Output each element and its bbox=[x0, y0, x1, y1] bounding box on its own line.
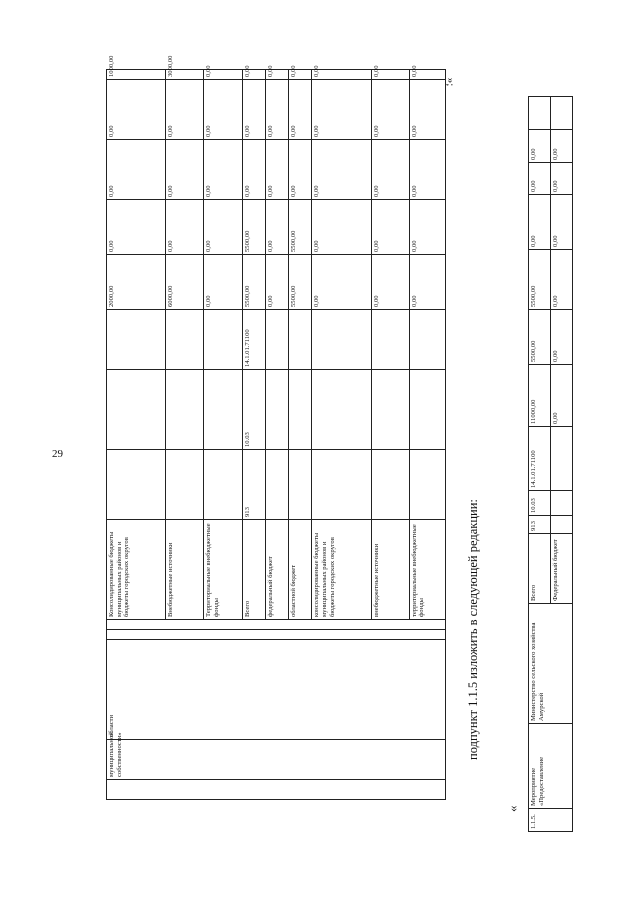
funding-table-continued bbox=[106, 55, 446, 800]
year-cell: 0,00 bbox=[312, 200, 371, 255]
source-cell: Федеральный бюджет bbox=[551, 534, 573, 604]
rzpr-cell bbox=[265, 370, 288, 450]
total-cell: 5500,00 bbox=[289, 255, 312, 310]
grbs-cell bbox=[107, 450, 166, 520]
year-cell: 0,00 bbox=[551, 163, 573, 195]
year-cell: 0,00 bbox=[551, 250, 573, 310]
source-cell: Внебюджетные источники bbox=[166, 520, 204, 620]
year-cell: 0,00 bbox=[289, 80, 312, 140]
rzpr-cell: 10.03 bbox=[242, 370, 265, 450]
rzpr-cell bbox=[371, 370, 409, 450]
year-cell: 0,00 bbox=[107, 80, 166, 140]
csr-cell: 14.1.01.71100 bbox=[242, 310, 265, 370]
responsible-cell: муниципальной собственности» bbox=[107, 740, 446, 780]
csr-cell bbox=[204, 310, 242, 370]
source-cell: внебюджетные источники bbox=[371, 520, 409, 620]
source-cell: Консолидированные бюджеты муниципальных районов и бюджеты городских округов bbox=[107, 520, 166, 620]
subpoint-heading: подпункт 1.1.5 изложить в следующей редакции: bbox=[466, 499, 480, 760]
blank-cell bbox=[107, 630, 446, 640]
csr-cell bbox=[409, 310, 445, 370]
opening-quote-mark: « bbox=[505, 805, 520, 812]
grbs-cell bbox=[409, 450, 445, 520]
year-cell: 0,00 bbox=[242, 70, 265, 80]
grbs-cell bbox=[166, 450, 204, 520]
funding-table-2 bbox=[528, 96, 573, 832]
year-cell: 0,00 bbox=[371, 80, 409, 140]
csr-cell bbox=[265, 310, 288, 370]
total-cell: 0,00 bbox=[551, 365, 573, 427]
rzpr-cell bbox=[409, 370, 445, 450]
total-cell: 6000,00 bbox=[166, 255, 204, 310]
total-cell: 11000,00 bbox=[529, 365, 551, 427]
csr-cell bbox=[551, 427, 573, 491]
year-cell: 0,00 bbox=[371, 140, 409, 200]
grbs-cell bbox=[371, 450, 409, 520]
total-cell: 0,00 bbox=[371, 255, 409, 310]
grbs-cell bbox=[204, 450, 242, 520]
csr-cell bbox=[371, 310, 409, 370]
year-cell: 0,00 bbox=[529, 130, 551, 163]
year-cell: 0,00 bbox=[166, 80, 204, 140]
csr-cell bbox=[289, 310, 312, 370]
csr-cell: 14.1.01.71100 bbox=[529, 427, 551, 491]
year-cell: 0,00 bbox=[242, 80, 265, 140]
grbs-cell: 913 bbox=[242, 450, 265, 520]
year-cell: 0,00 bbox=[551, 130, 573, 163]
year-cell: 0,00 bbox=[265, 70, 288, 80]
source-cell: Всего bbox=[242, 520, 265, 620]
year-cell: 0,00 bbox=[529, 163, 551, 195]
funding-table-1 bbox=[106, 55, 446, 800]
year-cell: 0,00 bbox=[242, 140, 265, 200]
table-row bbox=[529, 97, 551, 832]
source-cell: консолидированные бюджеты муниципальных районов и бюджеты городских округов bbox=[312, 520, 371, 620]
total-cell: 0,00 bbox=[204, 255, 242, 310]
grbs-cell: 913 bbox=[529, 516, 551, 534]
year-cell: 0,00 bbox=[409, 140, 445, 200]
year-cell: 0,00 bbox=[409, 200, 445, 255]
year-cell: 0,00 bbox=[551, 310, 573, 365]
source-cell: Территориальные внебюджетные фонды bbox=[204, 520, 242, 620]
year-cell: 5500,00 bbox=[242, 200, 265, 255]
year-cell: 0,00 bbox=[371, 200, 409, 255]
year-cell: 0,00 bbox=[204, 70, 242, 80]
year-cell: 0,00 bbox=[166, 140, 204, 200]
source-cell: областной бюджет bbox=[289, 520, 312, 620]
grbs-cell bbox=[289, 450, 312, 520]
year-cell: 0,00 bbox=[107, 140, 166, 200]
rzpr-cell bbox=[312, 370, 371, 450]
year-cell: 0,00 bbox=[107, 200, 166, 255]
total-cell: 0,00 bbox=[265, 255, 288, 310]
total-cell: 0,00 bbox=[409, 255, 445, 310]
year-cell: 0,00 bbox=[265, 80, 288, 140]
year-cell: 0,00 bbox=[529, 195, 551, 250]
year-cell: 3000,00 bbox=[166, 70, 204, 80]
year-cell: 5500,00 bbox=[529, 250, 551, 310]
table-row bbox=[107, 70, 166, 800]
grbs-cell bbox=[312, 450, 371, 520]
source-cell: Всего bbox=[529, 534, 551, 604]
year-cell: 0,00 bbox=[551, 195, 573, 250]
blank-cell bbox=[529, 97, 551, 130]
year-cell: 0,00 bbox=[204, 140, 242, 200]
year-cell: 0,00 bbox=[204, 200, 242, 255]
year-cell: 0,00 bbox=[265, 140, 288, 200]
year-cell: 0,00 bbox=[409, 70, 445, 80]
rzpr-cell: 10.03 bbox=[529, 491, 551, 516]
year-cell: 0,00 bbox=[166, 200, 204, 255]
source-cell: территориальные внебюджетные фонды bbox=[409, 520, 445, 620]
year-cell: 5500,00 bbox=[529, 310, 551, 365]
grbs-cell bbox=[551, 516, 573, 534]
grbs-cell bbox=[265, 450, 288, 520]
number-cell bbox=[107, 780, 446, 800]
csr-cell bbox=[166, 310, 204, 370]
rzpr-cell bbox=[166, 370, 204, 450]
year-cell: 0,00 bbox=[265, 200, 288, 255]
total-cell: 0,00 bbox=[312, 255, 371, 310]
responsible-cell: Министерство сельского хозяйства Амурской bbox=[529, 604, 573, 724]
funding-table-new bbox=[528, 97, 572, 832]
total-cell: 2000,00 bbox=[107, 255, 166, 310]
rzpr-cell bbox=[551, 491, 573, 516]
event-name-cell: Мероприятие «Предоставление bbox=[529, 724, 573, 809]
year-cell: 5500,00 bbox=[289, 200, 312, 255]
blank-cell bbox=[107, 620, 446, 630]
year-cell: 0,00 bbox=[312, 80, 371, 140]
rzpr-cell bbox=[204, 370, 242, 450]
number-cell: 1.1.5. bbox=[529, 809, 573, 832]
executor-cell: области bbox=[107, 640, 446, 740]
rzpr-cell bbox=[107, 370, 166, 450]
csr-cell bbox=[107, 310, 166, 370]
closing-quote-mark: »; bbox=[444, 77, 457, 87]
year-cell: 0,00 bbox=[289, 140, 312, 200]
rzpr-cell bbox=[289, 370, 312, 450]
page-number: 29 bbox=[52, 448, 63, 460]
year-cell: 0,00 bbox=[371, 70, 409, 80]
csr-cell bbox=[312, 310, 371, 370]
source-cell: федеральный бюджет bbox=[265, 520, 288, 620]
year-cell: 0,00 bbox=[289, 70, 312, 80]
blank-cell bbox=[551, 97, 573, 130]
year-cell: 0,00 bbox=[312, 140, 371, 200]
year-cell: 0,00 bbox=[204, 80, 242, 140]
year-cell: 0,00 bbox=[409, 80, 445, 140]
total-cell: 5500,00 bbox=[242, 255, 265, 310]
year-cell: 0,00 bbox=[312, 70, 371, 80]
year-cell: 1000,00 bbox=[107, 70, 166, 80]
